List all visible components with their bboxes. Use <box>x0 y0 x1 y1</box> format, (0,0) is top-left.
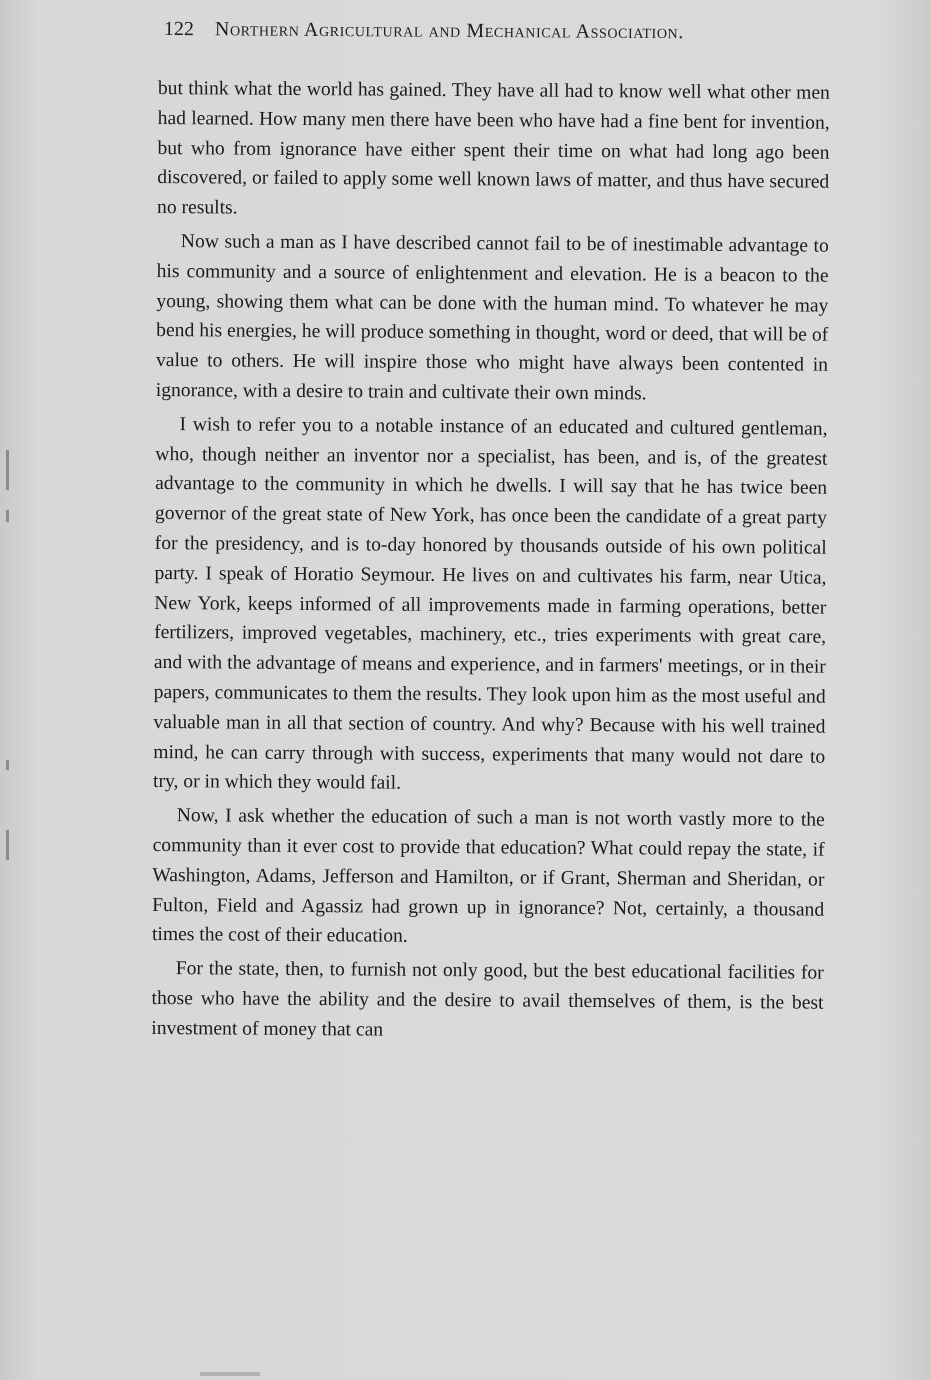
running-header <box>164 18 814 52</box>
page-number: 122 <box>163 18 194 41</box>
binding-edge-marks <box>6 430 16 890</box>
paragraph-continued: but think what the world has gained. They have all had to know well what other men had learned. How many men there have been who have had a fine bent for invention, but who from ignorance have either spent their time on what had long ago been discovered, or failed to apply some well known laws of matter, and thus have secured no results. <box>156 77 830 219</box>
bottom-edge-smudge <box>200 1372 260 1376</box>
paragraph: Now, I ask whether the education of such a man is not worth vastly more to the community than it ever cost to provide that education? What could repay the state, if Washington, Adams, Jefferson and Hamilton, or if Grant, Sherman and Sheridan, or Fulton, Field and Agassiz had grown up in ignorance? Not, certainly, a thousand times the cost of their education. <box>151 805 825 948</box>
paragraph: Now such a man as I have described cannot fail to be of inestimable advantage to his community and a source of enlightenment and elevation. He is a beacon to the young, showing them what can be done with the human mind. To whatever he may bend his energies, he will produce something in thought, word or deed, that will be of value to others. He will inspire those who might have always been contented in ignorance, with a desire to train and cultivate their own minds. <box>155 231 829 405</box>
body-text <box>151 74 830 1052</box>
running-title: Northern Agricultural and Mechanical Association. <box>214 18 684 44</box>
paragraph: I wish to refer you to a notable instance of an educated and cultured gentleman, who, though neither an inventor nor a specialist, has been, and is, of the greatest advantage to the community in which he dwells. I will say that he has twice been governor of the great state of New York, has once been the candidate of a great party for the presidency, and is to-day honored by thousands outside of his own political party. I speak of Horatio Seymour. He lives on and cultivates his farm, near Utica, New York, keeps informed of all improvements made in farming operations, better fertilizers, improved vegetables, machinery, etc., tries experiments with great care, and with the advantage of means and experience, and in farmers' meetings, or in their papers, communicates to them the results. They look upon him as the most useful and valuable man in all that section of country. And why? Because with his well trained mind, he can carry through with success, experiments that many would not dare to try, or in which they would fail. <box>152 413 828 795</box>
paragraph: For the state, then, to furnish not only good, but the best educational facilities for those who have the ability and the desire to avail themselves of them, is the best investment of money that can <box>151 958 824 1041</box>
